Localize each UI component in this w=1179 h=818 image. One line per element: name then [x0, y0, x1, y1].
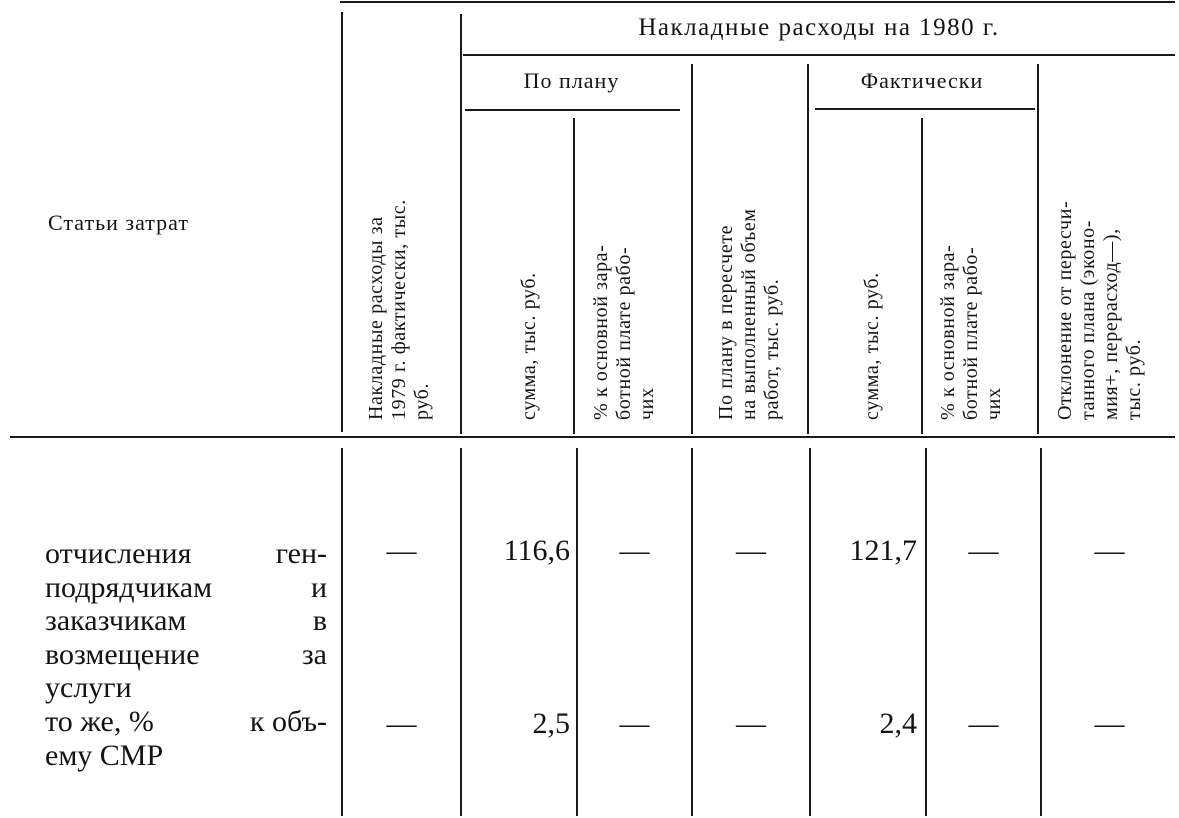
col-article-header: Статьи затрат — [48, 210, 189, 235]
body-divider-4 — [691, 448, 693, 816]
header-bottom-rule — [10, 436, 1175, 438]
col-divider-2 — [460, 14, 462, 434]
row-label: то же, % к объ- ему СМР — [45, 705, 327, 772]
body-divider-1 — [341, 448, 343, 816]
body-divider-7 — [1040, 448, 1042, 816]
row-label: отчисления ген- подрядчикам и заказчикам в возмещение за услуги — [45, 537, 327, 704]
group-fact-header: Фактически — [860, 68, 984, 93]
table-cell: — — [736, 707, 766, 740]
col-divider-1 — [341, 12, 343, 432]
col-plan-sum-header: сумма, тыс. руб. — [518, 272, 540, 420]
table-cell: — — [386, 534, 417, 567]
col-divider-4 — [691, 64, 693, 434]
col-recalc-header: По плану в пересчете на выполненный объем работ, тыс. руб. — [715, 208, 783, 420]
table-cell: 2,5 — [532, 707, 570, 740]
body-divider-3 — [576, 448, 578, 816]
table-title: Накладные расходы на 1980 г. — [638, 14, 1000, 41]
body-divider-2 — [460, 448, 462, 816]
table-cell: 2,4 — [879, 707, 917, 740]
table-cell: — — [1094, 534, 1125, 567]
col-plan-pct-header: % к основной зара- ботной плате рабо- чих — [590, 244, 658, 420]
col-divider-3 — [573, 118, 575, 434]
table-cell: — — [1094, 707, 1125, 740]
col-divider-6 — [921, 118, 923, 434]
col-fact-pct-header: % к основной зара- ботной плате рабо- чих — [937, 244, 1005, 420]
col-deviation-header: Отклонение от пересчи- танного плана (эконо- мия+, перерасход—), тыс. руб. — [1054, 200, 1145, 420]
table-cell: — — [968, 534, 999, 567]
table-cell: — — [736, 534, 766, 567]
table-cell: 121,7 — [849, 534, 917, 567]
title-underline — [463, 54, 1175, 56]
table-cell: — — [619, 534, 650, 567]
table-cell: — — [619, 707, 650, 740]
table-cell: 116,6 — [503, 534, 570, 567]
group-plan-header: По плану — [523, 68, 620, 93]
table-cell: — — [968, 707, 999, 740]
col-divider-5 — [807, 64, 809, 434]
col-fact-sum-header: сумма, тыс. руб. — [861, 272, 883, 420]
table-cell: — — [386, 707, 417, 740]
body-divider-6 — [925, 448, 927, 816]
col-1979-header: Накладные расходы за 1979 г. фактически, тыс. руб. — [365, 199, 433, 420]
body-divider-5 — [809, 448, 811, 816]
top-rule — [340, 1, 1175, 3]
fact-underline — [815, 108, 1035, 110]
plan-underline — [465, 109, 680, 111]
col-divider-7 — [1037, 64, 1039, 434]
